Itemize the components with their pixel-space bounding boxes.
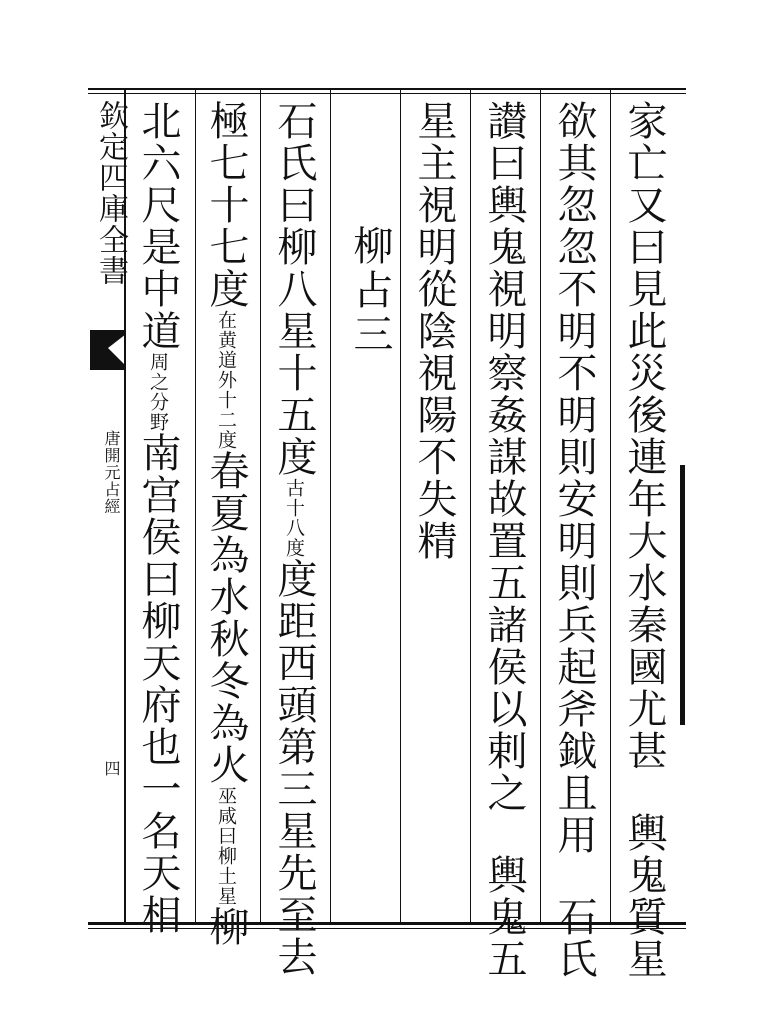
column-6-note-a: 古十八度 — [283, 478, 305, 558]
column-8-text-b: 南宫侯曰柳天府也一名天相 — [135, 432, 181, 936]
column-2-text-b: 石氏 — [551, 896, 597, 980]
top-border — [88, 88, 686, 90]
column-rule-7 — [195, 90, 196, 924]
column-7-text-a: 極七十七度 — [203, 100, 249, 310]
column-rule-6 — [260, 90, 261, 924]
text-column-6 — [272, 100, 316, 978]
column-1-text-b: 輿鬼質星 — [621, 812, 667, 980]
column-8-text-a: 北六尺是中道 — [135, 100, 181, 352]
column-7-text-c: 柳 — [203, 906, 249, 948]
text-column-3 — [482, 100, 526, 980]
book-title: 欽定四庫全書 — [93, 100, 128, 286]
column-7-text-b: 春夏為水秋冬為火 — [203, 450, 249, 786]
column-rule-2 — [540, 90, 541, 924]
section-heading: 柳占三 — [347, 225, 393, 357]
fish-tail-mark-icon — [90, 330, 126, 370]
column-3-text-a: 讃曰輿鬼視明察姦謀故置五諸侯以剌之 — [481, 100, 527, 814]
column-rule-4 — [400, 90, 401, 924]
column-8-note-a: 周之分野 — [147, 352, 169, 432]
work-title: 唐開元占經 — [102, 430, 121, 515]
right-border — [680, 465, 685, 725]
text-column-7 — [204, 100, 248, 948]
column-rule-3 — [470, 90, 471, 924]
column-4-text-a: 星主視明從陰視陽不失精 — [411, 100, 457, 562]
column-rule-1 — [610, 90, 611, 924]
text-column-2 — [552, 100, 596, 980]
text-column-1 — [622, 100, 666, 980]
text-column-4 — [412, 100, 456, 562]
column-rule-5 — [330, 90, 331, 924]
column-2-text-a: 欲其忽忽不明不明則安明則兵起斧鉞且用 — [551, 100, 597, 856]
column-6-text-b: 度距西頭第三星先至去 — [271, 558, 317, 978]
column-3-text-b: 輿鬼五 — [481, 854, 527, 980]
page-number: 四 — [102, 760, 121, 777]
top-border-inner — [88, 93, 686, 94]
column-7-note-a: 在黄道外十二度 — [215, 310, 237, 450]
text-column-8 — [136, 100, 180, 936]
column-7-note-b: 巫咸曰柳土星 — [215, 786, 237, 906]
column-6-text-a: 石氏曰柳八星十五度 — [271, 100, 317, 478]
column-1-text-a: 家亡又曰見此災後連年大水秦國尤甚 — [621, 100, 667, 772]
